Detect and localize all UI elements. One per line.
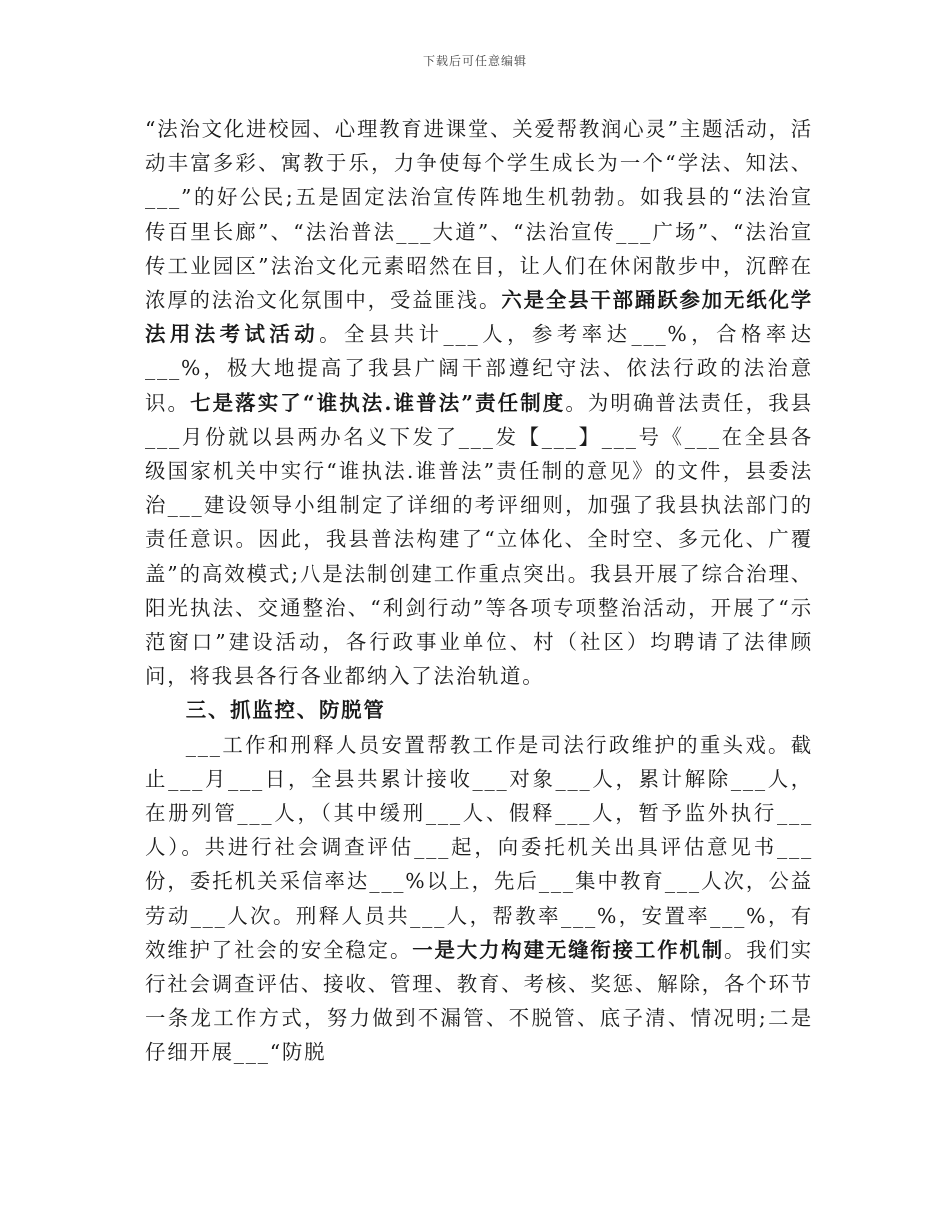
bold-point-seven: 七是落实了“谁执法.谁普法”责任制度 [190,390,566,415]
bold-point-six: 六是全县干部踊跃参加无纸化学法用法考试活动 [145,288,813,347]
text-segment: ___工作和刑释人员安置帮教工作是司法行政维护的重头戏。截止___月___日，全县共累计接收___对象___人，累计解除___人，在册列管___人，（其中缓刑___人、假释___人，暂予监外执行___人）。共进行社会调查评估___起，向委托机关出具评估意见书___份，委托机关采信率达___%以上，先后___集中教育___人次，公益劳动___人次。刑释人员共___人，帮教率___%，安置率___%，有效维护了社会的安全稳定。 [145,732,813,962]
paragraph-continuation [145,112,813,693]
text-segment: 。为明确普法责任，我县___月份就以县两办名义下发了___发【___】___号《___在全县各级国家机关中实行“谁执法.谁普法”责任制的意见》的文件，县委法治___建设领导小组制定了详细的考评细则，加强了我县执法部门的责任意识。因此，我县普法构建了“立体化、全时空、多元化、广覆盖”的高效模式;八是法制创建工作重点突出。我县开展了综合治理、阳光执法、交通整治、“利剑行动”等各项专项整治活动，开展了“示范窗口”建设活动，各行政事业单位、村（社区）均聘请了法律顾问，将我县各行各业都纳入了法治轨道。 [145,390,813,689]
section-heading: 三、抓监控、防脱管 [185,698,386,723]
text-segment: “法治文化进校园、心理教育进课堂、关爱帮教润心灵”主题活动，活动丰富多彩、寓教于乐，力争使每个学生成长为一个“学法、知法、___”的好公民;五是固定法治宣传阵地生机勃勃。如我县的“法治宣传百里长廊”、“法治普法___大道”、“法治宣传___广场”、“法治宣传工业园区”法治文化元素昭然在目，让人们在休闲散步中，沉醉在浓厚的法治文化氛围中，受益匪浅。 [145,117,813,313]
text-segment: 。我们实行社会调查评估、接收、管理、教育、考核、奖惩、解除，各个环节一条龙工作方式，努力做到不漏管、不脱管、底子清、情况明;二是仔细开展___“防脱 [145,937,813,1065]
paragraph-monitoring [145,728,813,1070]
document-body [145,112,813,1070]
page-header: 下载后可任意编辑 [422,54,527,68]
text-segment: 。全县共计___人，参考率达___%，合格率达___%，极大地提高了我县广阔干部遵纪守法、依法行政的法治意识。 [145,322,813,415]
bold-point-one: 一是大力构建无缝衔接工作机制 [412,937,724,962]
